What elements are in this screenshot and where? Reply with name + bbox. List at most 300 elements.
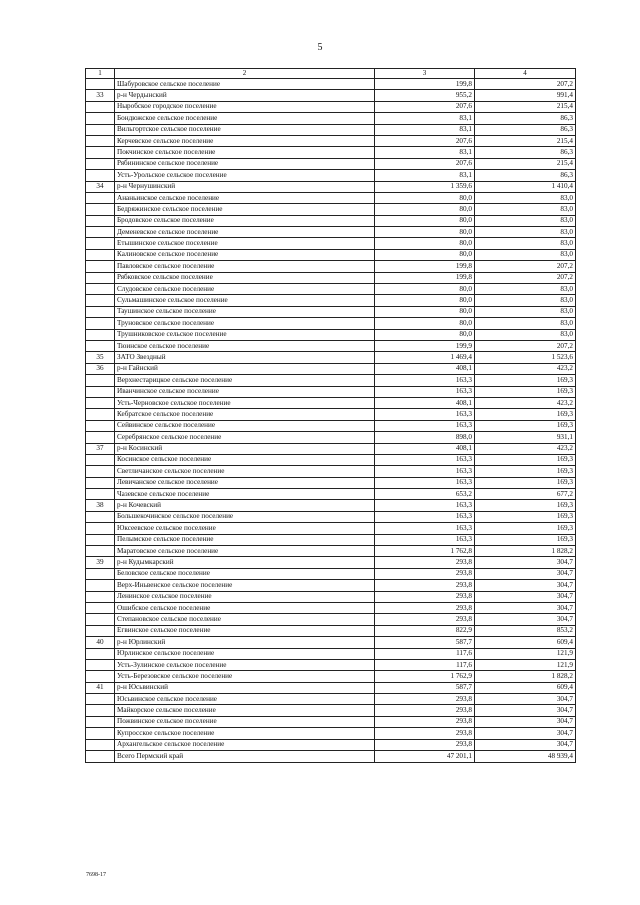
row-value-col3-cell: 163,3 xyxy=(375,409,475,420)
row-number-cell xyxy=(86,511,115,522)
row-value-col3-cell: 293,8 xyxy=(375,602,475,613)
row-value-col4-cell: 677,2 xyxy=(475,489,576,500)
table-row xyxy=(86,728,576,739)
row-value-col3-cell: 1 762,8 xyxy=(375,546,475,557)
row-number-cell xyxy=(86,671,115,682)
row-value-col3-cell: 80,0 xyxy=(375,318,475,329)
row-value-col4-cell: 83,0 xyxy=(475,192,576,203)
row-number-cell xyxy=(86,158,115,169)
row-number-cell: 35 xyxy=(86,352,115,363)
header-col-1: 1 xyxy=(86,69,115,79)
row-value-col4-cell: 86,3 xyxy=(475,124,576,135)
row-value-col4-cell: 304,7 xyxy=(475,694,576,705)
row-name-cell: Верх-Иньвенское сельское поселение xyxy=(115,580,375,591)
row-name-cell: Кебратское сельское поселение xyxy=(115,409,375,420)
row-value-col4-cell: 215,4 xyxy=(475,158,576,169)
row-value-col4-cell: 83,0 xyxy=(475,306,576,317)
row-name-cell: р-н Кочевский xyxy=(115,500,375,511)
row-number-cell xyxy=(86,238,115,249)
row-name-cell: ЗАТО Звездный xyxy=(115,352,375,363)
row-value-col3-cell: 163,3 xyxy=(375,523,475,534)
row-name-cell: Рябковское сельское поселение xyxy=(115,272,375,283)
row-number-cell xyxy=(86,113,115,124)
row-value-col3-cell: 80,0 xyxy=(375,295,475,306)
allocation-table xyxy=(85,68,576,763)
document-code: 7698-17 xyxy=(86,872,106,878)
row-number-cell xyxy=(86,135,115,146)
row-name-cell: Левичанское сельское поселение xyxy=(115,477,375,488)
row-value-col3-cell: 117,6 xyxy=(375,648,475,659)
row-value-col4-cell: 1 828,2 xyxy=(475,546,576,557)
row-value-col4-cell: 83,0 xyxy=(475,249,576,260)
row-number-cell xyxy=(86,215,115,226)
row-value-col4-cell: 83,0 xyxy=(475,238,576,249)
row-number-cell xyxy=(86,79,115,90)
row-number-cell xyxy=(86,568,115,579)
table-row xyxy=(86,215,576,226)
row-number-cell xyxy=(86,489,115,500)
row-name-cell: Сейвинское сельское поселение xyxy=(115,420,375,431)
row-number-cell xyxy=(86,523,115,534)
row-name-cell: Усть-Березовское сельское поселение xyxy=(115,671,375,682)
row-number-cell xyxy=(86,466,115,477)
row-number-cell xyxy=(86,477,115,488)
row-value-col4-cell: 304,7 xyxy=(475,705,576,716)
row-number-cell xyxy=(86,249,115,260)
row-value-col4-cell: 169,3 xyxy=(475,466,576,477)
table-row xyxy=(86,705,576,716)
row-value-col4-cell: 169,3 xyxy=(475,534,576,545)
table-row xyxy=(86,386,576,397)
row-number-cell xyxy=(86,192,115,203)
row-name-cell: Большекочинское сельское поселение xyxy=(115,511,375,522)
row-name-cell: Таушинское сельское поселение xyxy=(115,306,375,317)
row-value-col3-cell: 47 201,1 xyxy=(375,751,475,763)
table-header-row xyxy=(86,69,576,79)
row-value-col3-cell: 207,6 xyxy=(375,158,475,169)
row-value-col3-cell: 1 762,9 xyxy=(375,671,475,682)
row-value-col4-cell: 304,7 xyxy=(475,591,576,602)
table-row xyxy=(86,272,576,283)
row-name-cell: Юсьвинское сельское поселение xyxy=(115,694,375,705)
row-number-cell xyxy=(86,409,115,420)
row-number-cell xyxy=(86,432,115,443)
row-value-col3-cell: 587,7 xyxy=(375,637,475,648)
row-value-col3-cell: 653,2 xyxy=(375,489,475,500)
row-value-col3-cell: 80,0 xyxy=(375,249,475,260)
row-name-cell: Чазевское сельское поселение xyxy=(115,489,375,500)
row-name-cell: Труновское сельское поселение xyxy=(115,318,375,329)
row-name-cell: р-н Юсьвинский xyxy=(115,682,375,693)
row-value-col4-cell: 304,7 xyxy=(475,614,576,625)
row-number-cell xyxy=(86,739,115,750)
row-value-col4-cell: 169,3 xyxy=(475,375,576,386)
row-number-cell xyxy=(86,386,115,397)
row-value-col3-cell: 822,9 xyxy=(375,625,475,636)
row-value-col3-cell: 293,8 xyxy=(375,580,475,591)
row-value-col3-cell: 199,8 xyxy=(375,261,475,272)
table-row xyxy=(86,329,576,340)
row-value-col4-cell: 169,3 xyxy=(475,523,576,534)
row-value-col4-cell: 83,0 xyxy=(475,227,576,238)
row-value-col4-cell: 853,2 xyxy=(475,625,576,636)
row-value-col3-cell: 207,6 xyxy=(375,101,475,112)
row-value-col4-cell: 423,2 xyxy=(475,397,576,408)
row-value-col3-cell: 163,3 xyxy=(375,375,475,386)
row-name-cell: Купросское сельское поселение xyxy=(115,728,375,739)
row-name-cell: Сульмашинское сельское поселение xyxy=(115,295,375,306)
row-value-col4-cell: 304,7 xyxy=(475,557,576,568)
row-number-cell xyxy=(86,751,115,763)
row-value-col4-cell: 609,4 xyxy=(475,682,576,693)
row-value-col3-cell: 293,8 xyxy=(375,728,475,739)
row-value-col4-cell: 991,4 xyxy=(475,90,576,101)
row-name-cell: Иванчинское сельское поселение xyxy=(115,386,375,397)
page-number: 5 xyxy=(317,42,323,53)
row-value-col3-cell: 199,8 xyxy=(375,79,475,90)
row-value-col4-cell: 1 523,6 xyxy=(475,352,576,363)
row-value-col4-cell: 121,9 xyxy=(475,648,576,659)
row-number-cell: 41 xyxy=(86,682,115,693)
table-row xyxy=(86,466,576,477)
row-number-cell xyxy=(86,101,115,112)
header-col-2: 2 xyxy=(115,69,375,79)
row-number-cell xyxy=(86,261,115,272)
row-number-cell xyxy=(86,272,115,283)
row-value-col3-cell: 80,0 xyxy=(375,329,475,340)
row-value-col3-cell: 80,0 xyxy=(375,238,475,249)
row-name-cell: Серебрянское сельское поселение xyxy=(115,432,375,443)
row-value-col4-cell: 86,3 xyxy=(475,147,576,158)
table-row xyxy=(86,147,576,158)
row-value-col4-cell: 86,3 xyxy=(475,170,576,181)
row-number-cell: 34 xyxy=(86,181,115,192)
row-value-col3-cell: 1 469,4 xyxy=(375,352,475,363)
row-value-col3-cell: 83,1 xyxy=(375,147,475,158)
table-row xyxy=(86,671,576,682)
header-col-3: 3 xyxy=(375,69,475,79)
row-name-cell: Майкорское сельское поселение xyxy=(115,705,375,716)
table-row xyxy=(86,500,576,511)
row-value-col3-cell: 293,8 xyxy=(375,739,475,750)
row-number-cell xyxy=(86,295,115,306)
table-row xyxy=(86,432,576,443)
table-row xyxy=(86,238,576,249)
row-value-col3-cell: 408,1 xyxy=(375,363,475,374)
table-row xyxy=(86,477,576,488)
table-row xyxy=(86,751,576,763)
row-value-col3-cell: 163,3 xyxy=(375,466,475,477)
row-number-cell xyxy=(86,580,115,591)
row-name-cell: р-н Чердынский xyxy=(115,90,375,101)
row-value-col3-cell: 80,0 xyxy=(375,227,475,238)
row-value-col3-cell: 293,8 xyxy=(375,694,475,705)
row-name-cell: Архангельское сельское поселение xyxy=(115,739,375,750)
row-value-col4-cell: 423,2 xyxy=(475,363,576,374)
table-row xyxy=(86,739,576,750)
row-name-cell: Тюинское сельское поселение xyxy=(115,340,375,351)
row-name-cell: р-н Косинский xyxy=(115,443,375,454)
row-value-col4-cell: 83,0 xyxy=(475,329,576,340)
row-number-cell xyxy=(86,124,115,135)
row-value-col4-cell: 1 828,2 xyxy=(475,671,576,682)
row-number-cell xyxy=(86,318,115,329)
row-name-cell: Пожвинское сельское поселение xyxy=(115,716,375,727)
row-value-col3-cell: 83,1 xyxy=(375,170,475,181)
table-row xyxy=(86,420,576,431)
row-name-cell: Степановское сельское поселение xyxy=(115,614,375,625)
row-name-cell: Трушниковское сельское поселение xyxy=(115,329,375,340)
row-number-cell: 33 xyxy=(86,90,115,101)
row-value-col3-cell: 199,8 xyxy=(375,272,475,283)
table-row xyxy=(86,318,576,329)
row-name-cell: р-н Юрлинский xyxy=(115,637,375,648)
table-row xyxy=(86,375,576,386)
table-row xyxy=(86,113,576,124)
row-number-cell xyxy=(86,454,115,465)
row-name-cell: Маратовское сельское поселение xyxy=(115,546,375,557)
table-row xyxy=(86,591,576,602)
row-number-cell xyxy=(86,340,115,351)
row-value-col4-cell: 83,0 xyxy=(475,204,576,215)
table-row xyxy=(86,489,576,500)
row-number-cell xyxy=(86,375,115,386)
row-value-col4-cell: 48 939,4 xyxy=(475,751,576,763)
row-value-col4-cell: 1 410,4 xyxy=(475,181,576,192)
row-name-cell: Слудовское сельское поселение xyxy=(115,284,375,295)
row-value-col4-cell: 83,0 xyxy=(475,295,576,306)
row-name-cell: Ошибское сельское поселение xyxy=(115,602,375,613)
row-value-col4-cell: 207,2 xyxy=(475,261,576,272)
row-number-cell xyxy=(86,397,115,408)
row-name-cell: Калиновское сельское поселение xyxy=(115,249,375,260)
row-value-col3-cell: 1 359,6 xyxy=(375,181,475,192)
table-row xyxy=(86,397,576,408)
row-value-col4-cell: 304,7 xyxy=(475,716,576,727)
table-row xyxy=(86,694,576,705)
row-value-col4-cell: 304,7 xyxy=(475,728,576,739)
row-value-col4-cell: 83,0 xyxy=(475,318,576,329)
row-name-cell: Пелымское сельское поселение xyxy=(115,534,375,545)
row-name-cell: Усть-Зулинское сельское поселение xyxy=(115,659,375,670)
row-name-cell: Верхнестарицкое сельское поселение xyxy=(115,375,375,386)
header-col-4: 4 xyxy=(475,69,576,79)
table-row xyxy=(86,192,576,203)
row-number-cell xyxy=(86,625,115,636)
row-value-col3-cell: 83,1 xyxy=(375,113,475,124)
table-row xyxy=(86,580,576,591)
row-name-cell: Егвинское сельское поселение xyxy=(115,625,375,636)
row-name-cell: Деменевское сельское поселение xyxy=(115,227,375,238)
row-value-col4-cell: 169,3 xyxy=(475,409,576,420)
row-name-cell: р-н Гайнский xyxy=(115,363,375,374)
row-value-col4-cell: 215,4 xyxy=(475,135,576,146)
table-row xyxy=(86,170,576,181)
row-name-cell: Усть-Черновское сельское поселение xyxy=(115,397,375,408)
row-value-col4-cell: 931,1 xyxy=(475,432,576,443)
table-row xyxy=(86,682,576,693)
table-row xyxy=(86,409,576,420)
row-name-cell: Вильгортское сельское поселение xyxy=(115,124,375,135)
row-value-col4-cell: 169,3 xyxy=(475,500,576,511)
row-number-cell: 36 xyxy=(86,363,115,374)
row-number-cell xyxy=(86,602,115,613)
row-number-cell xyxy=(86,648,115,659)
row-value-col4-cell: 169,3 xyxy=(475,477,576,488)
table-row xyxy=(86,602,576,613)
row-value-col3-cell: 955,2 xyxy=(375,90,475,101)
row-value-col3-cell: 293,8 xyxy=(375,705,475,716)
row-value-col4-cell: 169,3 xyxy=(475,511,576,522)
row-value-col3-cell: 117,6 xyxy=(375,659,475,670)
row-value-col3-cell: 898,0 xyxy=(375,432,475,443)
table-row xyxy=(86,340,576,351)
row-number-cell xyxy=(86,694,115,705)
row-name-cell: Павловское сельское поселение xyxy=(115,261,375,272)
row-value-col3-cell: 80,0 xyxy=(375,204,475,215)
row-number-cell xyxy=(86,705,115,716)
row-value-col3-cell: 163,3 xyxy=(375,386,475,397)
row-value-col4-cell: 83,0 xyxy=(475,284,576,295)
table-row xyxy=(86,284,576,295)
row-name-cell: Ныробское городское поселение xyxy=(115,101,375,112)
table-row xyxy=(86,523,576,534)
row-number-cell xyxy=(86,284,115,295)
table-row xyxy=(86,557,576,568)
row-value-col3-cell: 408,1 xyxy=(375,397,475,408)
row-value-col3-cell: 163,3 xyxy=(375,454,475,465)
row-value-col3-cell: 293,8 xyxy=(375,614,475,625)
row-value-col3-cell: 80,0 xyxy=(375,215,475,226)
table-row xyxy=(86,454,576,465)
row-name-cell: Юксеевское сельское поселение xyxy=(115,523,375,534)
table-row xyxy=(86,614,576,625)
row-name-cell: Юрлинское сельское поселение xyxy=(115,648,375,659)
row-value-col4-cell: 207,2 xyxy=(475,272,576,283)
row-value-col4-cell: 207,2 xyxy=(475,79,576,90)
table-row xyxy=(86,227,576,238)
row-value-col3-cell: 80,0 xyxy=(375,284,475,295)
row-value-col4-cell: 423,2 xyxy=(475,443,576,454)
row-number-cell: 40 xyxy=(86,637,115,648)
row-value-col4-cell: 86,3 xyxy=(475,113,576,124)
row-value-col3-cell: 408,1 xyxy=(375,443,475,454)
row-value-col3-cell: 163,3 xyxy=(375,420,475,431)
row-name-cell: р-н Чернушинский xyxy=(115,181,375,192)
row-value-col4-cell: 609,4 xyxy=(475,637,576,648)
row-name-cell: Всего Пермский край xyxy=(115,751,375,763)
table-row xyxy=(86,534,576,545)
row-value-col4-cell: 304,7 xyxy=(475,739,576,750)
row-value-col3-cell: 163,3 xyxy=(375,500,475,511)
row-number-cell xyxy=(86,420,115,431)
row-number-cell xyxy=(86,659,115,670)
table-row xyxy=(86,659,576,670)
row-number-cell xyxy=(86,546,115,557)
row-value-col3-cell: 293,8 xyxy=(375,716,475,727)
table-row xyxy=(86,204,576,215)
row-number-cell xyxy=(86,227,115,238)
row-value-col4-cell: 215,4 xyxy=(475,101,576,112)
row-number-cell: 38 xyxy=(86,500,115,511)
table-row xyxy=(86,363,576,374)
row-value-col4-cell: 83,0 xyxy=(475,215,576,226)
table-row xyxy=(86,511,576,522)
row-name-cell: Светличанское сельское поселение xyxy=(115,466,375,477)
row-value-col4-cell: 304,7 xyxy=(475,602,576,613)
table-row xyxy=(86,135,576,146)
row-number-cell: 37 xyxy=(86,443,115,454)
table-row xyxy=(86,568,576,579)
row-value-col3-cell: 163,3 xyxy=(375,511,475,522)
row-name-cell: Шабуровское сельское поселение xyxy=(115,79,375,90)
row-value-col3-cell: 83,1 xyxy=(375,124,475,135)
row-name-cell: р-н Кудымкарский xyxy=(115,557,375,568)
row-number-cell xyxy=(86,147,115,158)
table-row xyxy=(86,546,576,557)
row-value-col3-cell: 293,8 xyxy=(375,557,475,568)
table-row xyxy=(86,79,576,90)
row-name-cell: Рябининское сельское поселение xyxy=(115,158,375,169)
table-row xyxy=(86,90,576,101)
row-name-cell: Бондюжское сельское поселение xyxy=(115,113,375,124)
row-value-col4-cell: 169,3 xyxy=(475,420,576,431)
row-name-cell: Беловское сельское поселение xyxy=(115,568,375,579)
row-value-col3-cell: 80,0 xyxy=(375,306,475,317)
table-row xyxy=(86,443,576,454)
row-name-cell: Ананьинское сельское поселение xyxy=(115,192,375,203)
row-value-col3-cell: 163,3 xyxy=(375,477,475,488)
row-number-cell xyxy=(86,716,115,727)
row-name-cell: Керчевское сельское поселение xyxy=(115,135,375,146)
row-value-col4-cell: 207,2 xyxy=(475,340,576,351)
row-number-cell xyxy=(86,728,115,739)
row-name-cell: Бедряжинское сельское поселение xyxy=(115,204,375,215)
row-value-col3-cell: 293,8 xyxy=(375,591,475,602)
table-row xyxy=(86,306,576,317)
row-number-cell xyxy=(86,591,115,602)
row-number-cell xyxy=(86,204,115,215)
table-row xyxy=(86,249,576,260)
row-value-col4-cell: 304,7 xyxy=(475,568,576,579)
row-value-col3-cell: 199,9 xyxy=(375,340,475,351)
row-number-cell xyxy=(86,306,115,317)
row-number-cell: 39 xyxy=(86,557,115,568)
row-value-col4-cell: 169,3 xyxy=(475,454,576,465)
row-name-cell: Ленинское сельское поселение xyxy=(115,591,375,602)
table-row xyxy=(86,716,576,727)
row-value-col3-cell: 207,6 xyxy=(375,135,475,146)
table-row xyxy=(86,637,576,648)
row-name-cell: Етышинское сельское поселение xyxy=(115,238,375,249)
row-value-col4-cell: 121,9 xyxy=(475,659,576,670)
row-name-cell: Косинское сельское поселение xyxy=(115,454,375,465)
row-number-cell xyxy=(86,534,115,545)
row-number-cell xyxy=(86,329,115,340)
table-row xyxy=(86,261,576,272)
row-value-col4-cell: 169,3 xyxy=(475,386,576,397)
row-value-col4-cell: 304,7 xyxy=(475,580,576,591)
table-row xyxy=(86,295,576,306)
row-value-col3-cell: 587,7 xyxy=(375,682,475,693)
table-row xyxy=(86,625,576,636)
table-row xyxy=(86,158,576,169)
row-name-cell: Бродовское сельское поселение xyxy=(115,215,375,226)
table-row xyxy=(86,101,576,112)
table-row xyxy=(86,181,576,192)
row-value-col3-cell: 293,8 xyxy=(375,568,475,579)
row-value-col3-cell: 80,0 xyxy=(375,192,475,203)
